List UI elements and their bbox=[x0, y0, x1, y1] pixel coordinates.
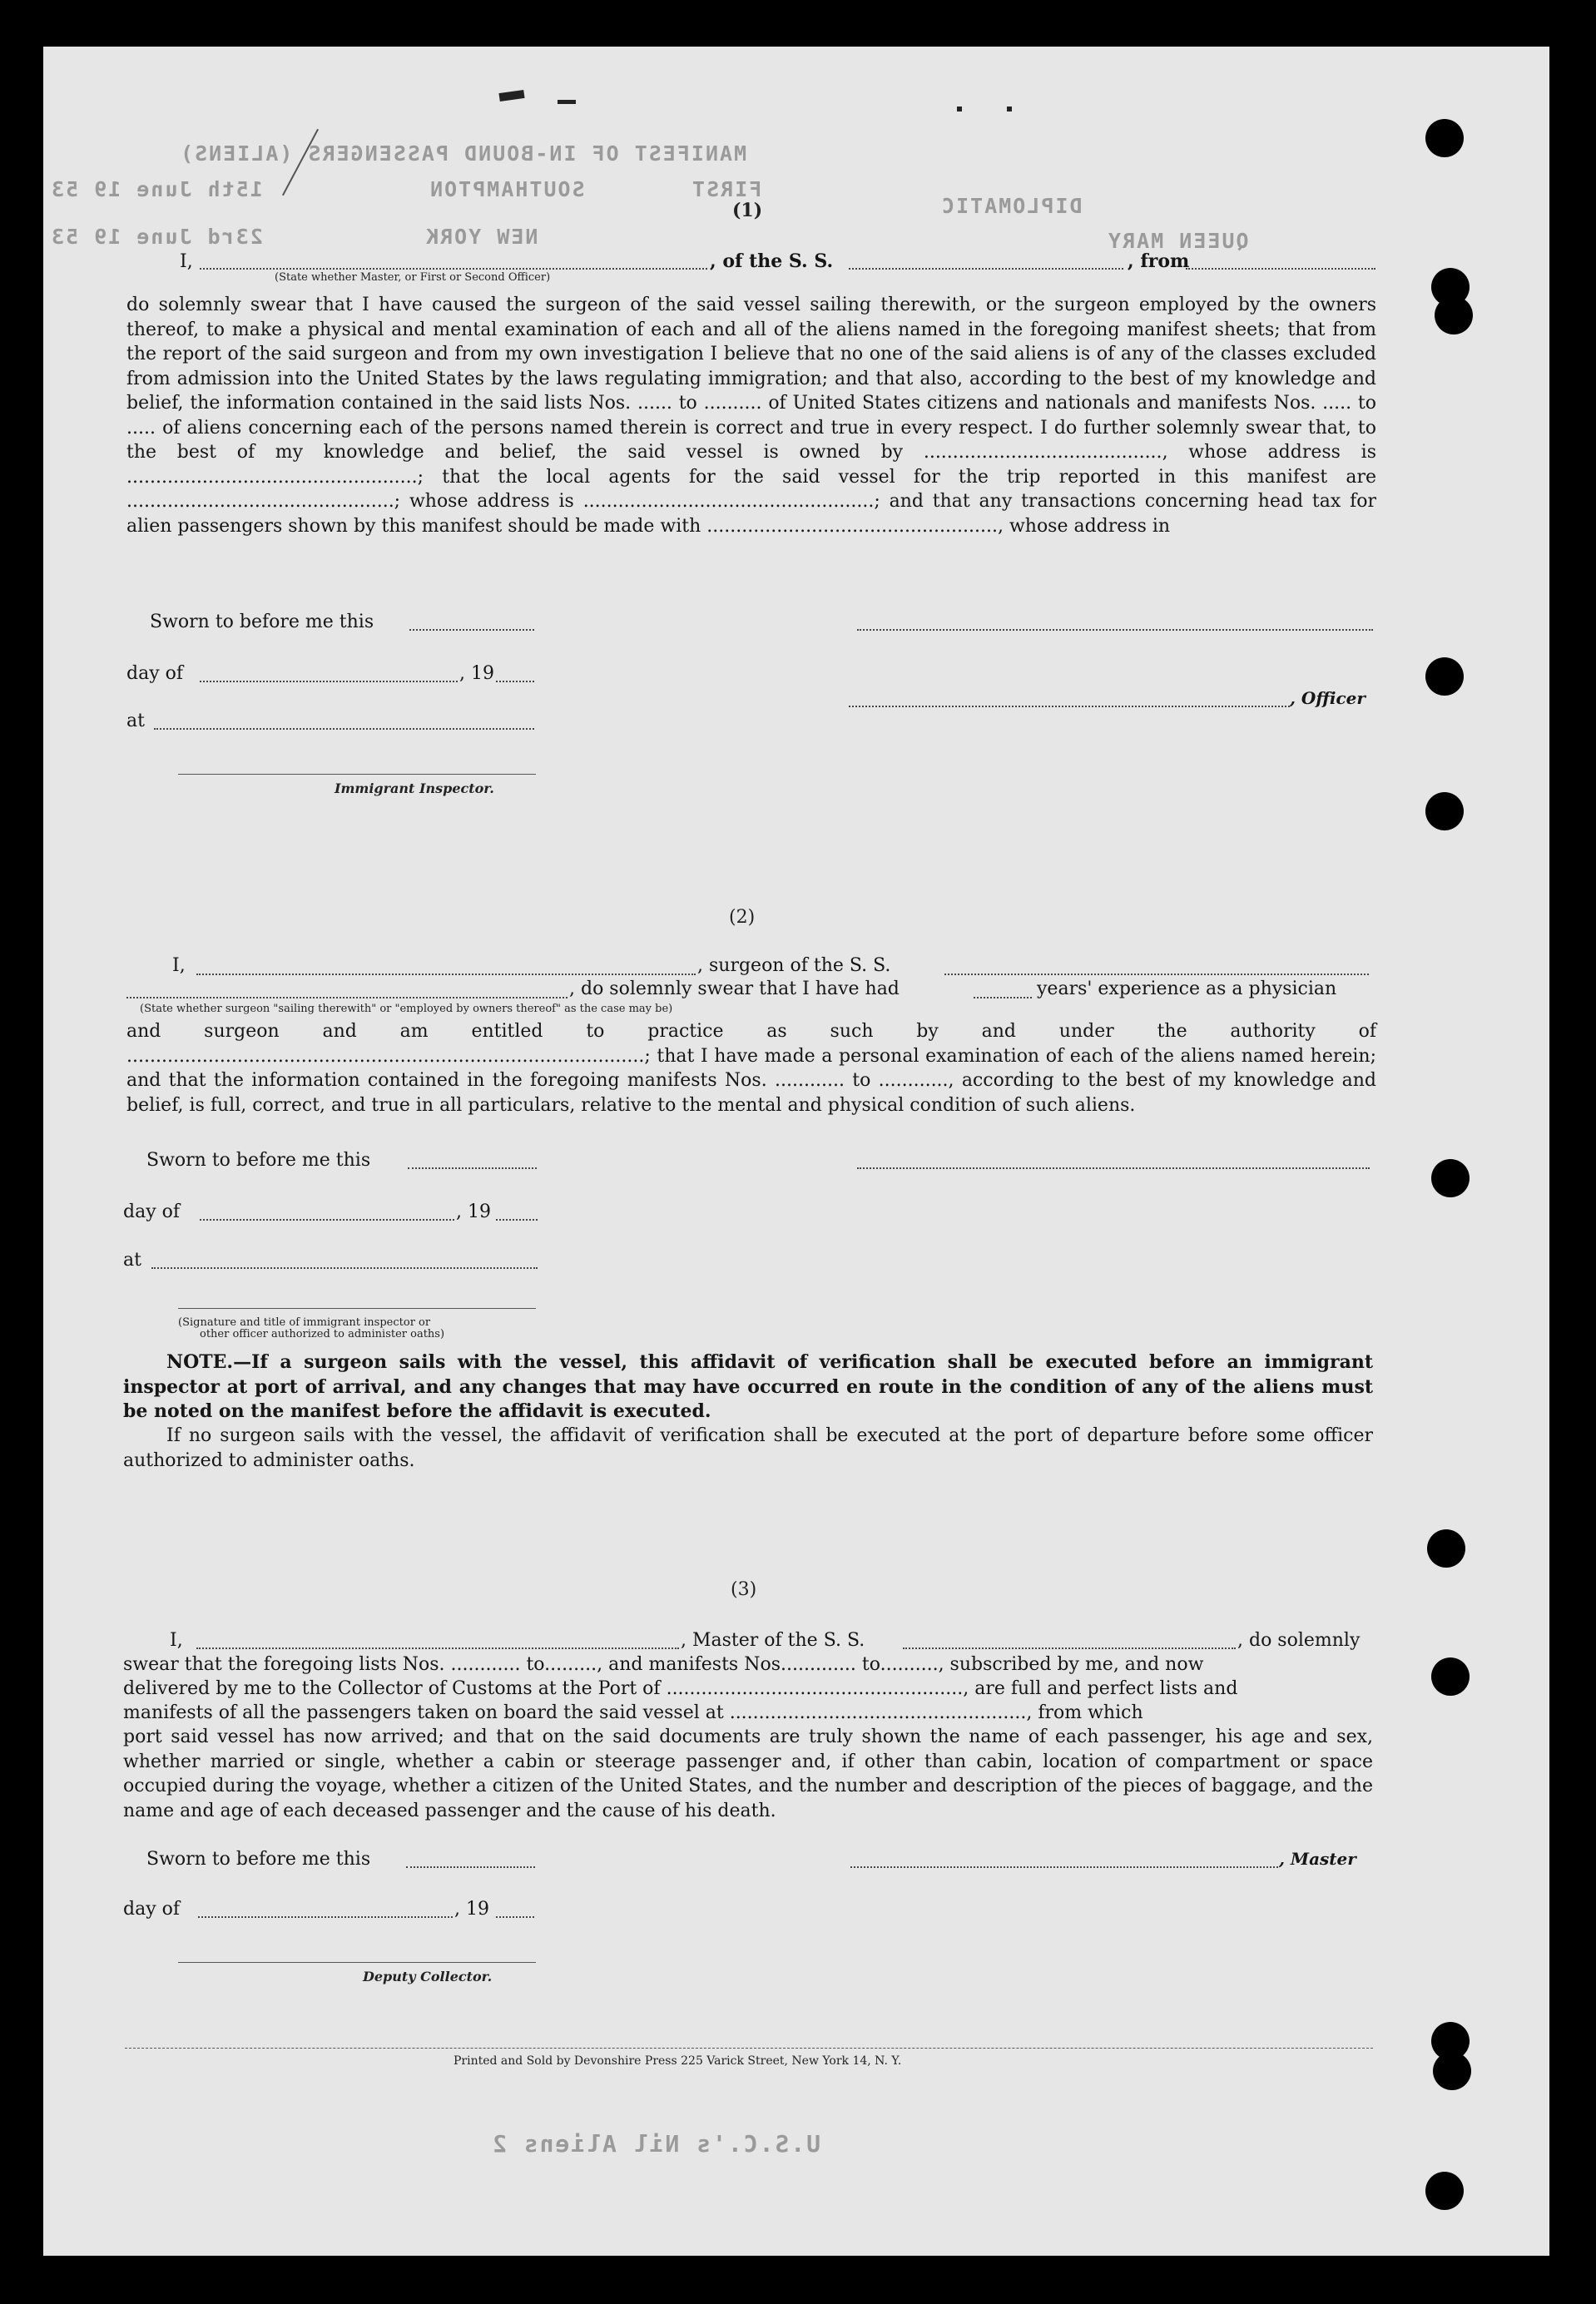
section2-sworn: Sworn to before me this bbox=[146, 1150, 371, 1171]
fill-s2-at[interactable] bbox=[151, 1267, 538, 1269]
s3-and-manifests: , and manifests Nos. bbox=[597, 1654, 786, 1675]
fill-s2-from[interactable]: ............ bbox=[775, 1070, 845, 1091]
fill-officer-name[interactable] bbox=[200, 268, 707, 270]
s3-swear: swear that the foregoing lists Nos. bbox=[123, 1654, 445, 1675]
section3-year: , 19 bbox=[454, 1899, 489, 1920]
s3-from-which: , from which bbox=[1026, 1702, 1143, 1723]
note-paragraph-2 bbox=[123, 1424, 1373, 1473]
oath-text-4: that the local agents for the said vessel for the trip reported in this manifest are bbox=[442, 466, 1376, 488]
bleed-date1: 15th June 19 53 bbox=[50, 177, 263, 201]
bleed-ship: QUEEN MARY bbox=[1107, 229, 1249, 253]
punch-hole bbox=[1427, 1529, 1465, 1568]
fill-at[interactable] bbox=[154, 728, 534, 730]
bleed-first: FIRST bbox=[691, 177, 762, 201]
fill-s3-sworn[interactable] bbox=[406, 1866, 535, 1868]
punch-hole bbox=[1425, 792, 1464, 830]
sig-label-2: other officer authorized to administer oaths) bbox=[200, 1328, 445, 1340]
fill-surgeon-status[interactable] bbox=[126, 997, 568, 998]
section3-delivered bbox=[123, 1677, 1237, 1701]
section3-line-i: I, bbox=[170, 1630, 183, 1651]
section1-number: (1) bbox=[732, 200, 763, 221]
fill-s3-man-from[interactable]: ............ bbox=[786, 1654, 862, 1675]
surgeon-to: to bbox=[852, 1070, 871, 1091]
section1-officer: , Officer bbox=[1290, 688, 1366, 708]
oath-text-2: of United States citizens and nationals and manifests Nos. bbox=[768, 393, 1316, 414]
oath-text-5: whose address is bbox=[409, 491, 574, 512]
s3-manifests-of: manifests of all the passengers taken on board the said vessel at bbox=[123, 1702, 724, 1723]
fill-head-tax[interactable]: .................................................. bbox=[706, 515, 998, 537]
surgeon-text-1: and surgeon and am entitled to practice as such by and under the authority of bbox=[126, 1021, 1376, 1042]
punch-hole bbox=[1431, 1657, 1470, 1696]
ink-mark bbox=[1007, 107, 1012, 111]
section2-surgeon: , surgeon of the S. S. bbox=[697, 955, 891, 976]
fill-manifests-from[interactable]: ..... bbox=[1322, 393, 1352, 414]
section2-paragraph bbox=[126, 1019, 1376, 1117]
fill-surgeon-name[interactable] bbox=[196, 974, 696, 975]
surgeon-label: (State whether surgeon "sailing therewith" or "employed by owners thereof" as the case may be) bbox=[140, 1003, 673, 1015]
ink-mark bbox=[957, 107, 962, 111]
s2-sig-rule bbox=[178, 1308, 536, 1309]
section1-from: , from bbox=[1128, 250, 1190, 272]
section1-line-i: I, bbox=[180, 251, 193, 272]
inspector-rule bbox=[178, 774, 536, 775]
fill-lists-from[interactable]: ...... bbox=[637, 393, 672, 414]
footer-rule bbox=[125, 2048, 1373, 2049]
note-text-1: —If a surgeon sails with the vessel, this affidavit of verification shall be executed before an immigrant inspector at port of arrival, and any changes that may have occurred en route in the condition of any of the aliens must be noted on the manifest before the affidavit is executed. bbox=[123, 1351, 1373, 1422]
bleed-date2: 23rd June 19 53 bbox=[50, 225, 263, 249]
fill-authority[interactable]: .........................................................................................; bbox=[126, 1045, 651, 1067]
section2-day-of: day of bbox=[123, 1202, 181, 1222]
fill-surgeon-ship[interactable] bbox=[944, 974, 1369, 975]
fill-master-signature[interactable] bbox=[850, 1866, 1278, 1868]
fill-from-port[interactable] bbox=[1186, 268, 1375, 270]
printer-line: Printed and Sold by Devonshire Press 225 Varick Street, New York 14, N. Y. bbox=[454, 2054, 902, 2068]
punch-hole bbox=[1435, 296, 1473, 334]
fill-s3-man-to[interactable]: .......... bbox=[880, 1654, 939, 1675]
section2-line-i: I, bbox=[172, 955, 186, 976]
s3-delivered: delivered by me to the Collector of Customs at the Port of bbox=[123, 1678, 661, 1699]
section1-of-the-ss: , of the S. S. bbox=[710, 250, 834, 272]
s3-to-2: to bbox=[861, 1654, 880, 1675]
fill-day[interactable] bbox=[200, 681, 458, 682]
section2-year: , 19 bbox=[456, 1202, 491, 1222]
section1-sworn: Sworn to before me this bbox=[150, 612, 374, 632]
fill-s3-port[interactable]: ................................................... bbox=[660, 1678, 964, 1699]
oath-text-3: of aliens concerning each of the persons named therein is correct and true in every respect. I do further solemnly swear that, to the best of my knowledge and belief, the said vessel is owned by bbox=[126, 417, 1377, 463]
s3-full-perfect: , are full and perfect lists and bbox=[963, 1678, 1238, 1699]
fill-s2-to[interactable]: ............ bbox=[878, 1070, 949, 1091]
fill-officer-signature-top[interactable] bbox=[857, 629, 1373, 631]
fill-officer-signature[interactable] bbox=[849, 706, 1290, 707]
fill-sworn-date[interactable] bbox=[409, 629, 534, 631]
bleed-diplomatic: DIPLOMATIC bbox=[940, 194, 1083, 218]
fill-owner[interactable]: ......................................... bbox=[923, 442, 1162, 463]
section3-day-of: day of bbox=[123, 1899, 181, 1920]
s3-subscribed: , subscribed by me, and now bbox=[938, 1654, 1204, 1675]
fill-manifests-to[interactable]: ..... bbox=[126, 417, 156, 439]
note-text-2: If no surgeon sails with the vessel, the affidavit of verification shall be executed at the port of departure before some officer authorized to administer oaths. bbox=[123, 1425, 1373, 1471]
punch-hole bbox=[1425, 119, 1464, 157]
section1-oath-paragraph bbox=[126, 293, 1376, 538]
punch-hole bbox=[1433, 2052, 1471, 2090]
bleed-new-york: NEW YORK bbox=[424, 225, 538, 249]
s3-to: to bbox=[526, 1654, 545, 1675]
section3-master-of: , Master of the S. S. bbox=[681, 1630, 865, 1651]
ink-mark bbox=[558, 100, 576, 104]
section1-day-of: day of bbox=[126, 663, 184, 684]
deputy-rule bbox=[178, 1962, 536, 1963]
fill-agents-address[interactable]: .................................................. bbox=[582, 491, 875, 512]
section3-paragraph: port said vessel has now arrived; and that on the said documents are truly shown the name of each passenger, his age and sex, whether married or single, whether a cabin or steerage passenger and, if other than cabin, location of compartment or space occupied during the voyage, whether a citizen of the United States, and the number and description of the pieces of baggage, and the name and age of each deceased passenger and the cause of his death. bbox=[123, 1727, 1373, 1821]
fill-s3-lists-to[interactable]: ......... bbox=[544, 1654, 597, 1675]
punch-hole bbox=[1425, 657, 1464, 696]
section2-years: years' experience as a physician bbox=[1037, 979, 1337, 999]
bleed-southampton: SOUTHAMPTON bbox=[429, 177, 585, 201]
deputy-label: Deputy Collector. bbox=[363, 1969, 493, 1984]
section1-year: , 19 bbox=[459, 663, 494, 684]
inspector-label: Immigrant Inspector. bbox=[335, 780, 494, 796]
bleed-manifest-title: MANIFEST OF IN-BOUND PASSENGERS (ALIENS) bbox=[179, 141, 747, 166]
fill-s2-year[interactable] bbox=[496, 1219, 538, 1221]
note-paragraph bbox=[123, 1350, 1373, 1425]
fill-s3-day[interactable] bbox=[198, 1916, 453, 1918]
section3-swear bbox=[123, 1652, 1203, 1677]
oath-whose-address: , whose address is bbox=[1162, 442, 1376, 463]
section3-sworn: Sworn to before me this bbox=[146, 1849, 371, 1870]
fill-s3-year[interactable] bbox=[496, 1916, 534, 1918]
section3-number: (3) bbox=[731, 1579, 757, 1600]
punch-hole bbox=[1425, 2172, 1464, 2210]
punch-hole bbox=[1431, 1159, 1470, 1197]
fill-master-name[interactable] bbox=[196, 1647, 679, 1649]
surgeon-text-3: , according to the best of my knowledge and belief, is full, correct, and true in all particulars, relative to the mental and physical condition of such aliens. bbox=[126, 1070, 1376, 1116]
fill-agents[interactable]: ..............................................; bbox=[126, 491, 401, 512]
section3-master: , Master bbox=[1279, 1849, 1356, 1869]
fill-s2-signature[interactable] bbox=[857, 1167, 1370, 1169]
fill-s2-sworn[interactable] bbox=[408, 1167, 537, 1169]
surgeon-text-2: that I have made a personal examination of each of the aliens named herein; and that the information contained in the foregoing manifests Nos. bbox=[126, 1045, 1376, 1091]
fill-years[interactable] bbox=[974, 997, 1032, 998]
fill-s2-day[interactable] bbox=[200, 1219, 454, 1221]
section2-number: (2) bbox=[729, 907, 756, 928]
oath-to-2: to bbox=[1357, 393, 1376, 414]
sig-label-1: (Signature and title of immigrant inspector or bbox=[178, 1316, 431, 1329]
note-label: NOTE. bbox=[166, 1351, 234, 1373]
fill-s3-departure[interactable]: ................................................... bbox=[723, 1702, 1027, 1723]
section3-do-solemnly: , do solemnly bbox=[1237, 1630, 1361, 1651]
fill-lists-to[interactable]: .......... bbox=[703, 393, 762, 414]
oath-text-1: do solemnly swear that I have caused the surgeon of the said vessel sailing therewith, or the surgeon employed by the owners thereof, to make a physical and mental examination of each and all of the aliens named in the foregoing manifest sheets; that from the report of the said surgeon and from my own investigation I believe that no one of the said aliens is of any of the classes excluded from admission into the United States by the laws regulating immigration; and that also, according to the best of my knowledge and belief, the information contained in the said lists Nos. bbox=[126, 295, 1376, 414]
fill-owner-address[interactable]: ..................................................; bbox=[126, 466, 424, 488]
fill-ship-name[interactable] bbox=[849, 268, 1123, 270]
oath-text-6: ; and that any transactions concerning head tax for alien passengers shown by this manifest should be made with bbox=[126, 491, 1377, 537]
oath-to: to bbox=[678, 393, 697, 414]
section1-at: at bbox=[126, 711, 145, 731]
officer-label: (State whether Master, or First or Second Officer) bbox=[275, 271, 551, 284]
fill-s3-ship[interactable] bbox=[903, 1647, 1236, 1649]
bleed-footer: U.S.C.'s Nil Aliens 2 bbox=[491, 2130, 821, 2158]
section2-at: at bbox=[123, 1250, 141, 1271]
section3-manifests-of bbox=[123, 1701, 1143, 1725]
fill-s3-lists-from[interactable]: ............ bbox=[444, 1654, 527, 1675]
fill-year[interactable] bbox=[496, 681, 534, 682]
section2-solemnly: , do solemnly swear that I have had bbox=[569, 979, 900, 999]
oath-text-7: , whose address in bbox=[997, 515, 1171, 537]
